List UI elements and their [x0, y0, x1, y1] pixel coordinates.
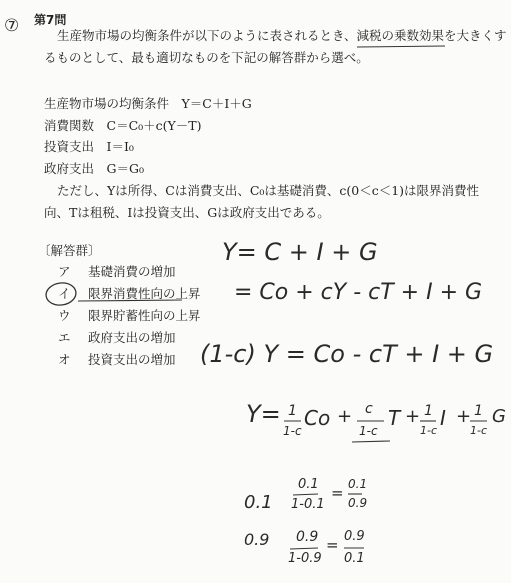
- handwritten-operator: +: [405, 406, 421, 427]
- equation-equilibrium: 生産物市場の均衡条件 Y＝C＋I＋G: [44, 96, 252, 111]
- fraction-denominator: 1-c: [470, 424, 488, 437]
- fraction-denominator: 1-0.9: [288, 551, 322, 566]
- answer-circle: [45, 281, 78, 307]
- choice-underline: [78, 300, 182, 301]
- fraction-denominator: 0.1: [344, 551, 365, 566]
- calc1-label: 0.1: [244, 492, 273, 513]
- handwritten-term: G: [492, 406, 506, 427]
- fraction-numerator: 0.1: [298, 477, 319, 492]
- equation-government: 政府支出 G＝G₀: [44, 161, 144, 176]
- choice-letter: オ: [58, 352, 71, 367]
- handwritten-operator: =: [331, 484, 344, 502]
- choice-text: 政府支出の増加: [88, 330, 176, 345]
- fraction-numerator: 1: [474, 403, 483, 419]
- fraction-denominator: 1-c: [359, 424, 378, 438]
- question-number: 第7問: [34, 13, 67, 27]
- handwritten-operator: +: [337, 406, 353, 427]
- handwritten-equation-2: = Co + cY - cT + I + G: [234, 280, 483, 305]
- fraction-bar: [290, 548, 318, 549]
- equation-investment: 投資支出 I＝I₀: [44, 139, 134, 154]
- fraction-bar: [293, 494, 318, 495]
- choice-letter: ウ: [58, 308, 71, 323]
- note-line2: 向、Tは租税、Iは投資支出、Gは政府支出である。: [44, 205, 330, 220]
- handwritten-operator: +: [456, 406, 472, 427]
- fraction-numerator: 0.1: [348, 477, 368, 491]
- calc2-label: 0.9: [244, 530, 270, 549]
- handwritten-equation-3: (1-c) Y = Co - cT + I + G: [200, 340, 494, 368]
- handwritten-eq4-lhs: Y=: [246, 400, 281, 428]
- choice-letter: イ: [58, 286, 71, 301]
- fraction-numerator: c: [365, 401, 373, 417]
- handwritten-equation-1: Y= C + I + G: [222, 238, 378, 266]
- stem-post: を大きくす: [444, 28, 507, 43]
- choice-text: 限界消費性向の上昇: [88, 286, 201, 301]
- fraction-numerator: 1: [424, 403, 433, 419]
- equation-consumption: 消費関数 C＝C₀＋c(Y－T): [44, 118, 202, 133]
- choice-text: 投資支出の増加: [88, 352, 176, 367]
- choice-letter: エ: [58, 330, 71, 345]
- fraction-denominator: 1-c: [420, 424, 438, 437]
- margin-question-number: ⑦: [4, 16, 20, 36]
- fraction-numerator: 1: [288, 403, 297, 419]
- fraction-numerator: 0.9: [344, 529, 365, 544]
- stem-emphasis-underlined: 減税の乗数効果: [356, 28, 445, 43]
- handwritten-term: I: [440, 406, 446, 430]
- handwritten-operator: =: [326, 536, 339, 554]
- stem-pre: 生産物市場の均衡条件が以下のように表されるとき、: [57, 28, 357, 43]
- choice-text: 基礎消費の増加: [88, 264, 176, 279]
- fraction-denominator: 1-c: [283, 424, 302, 438]
- note-line1: ただし、Yは所得、Cは消費支出、C₀は基礎消費、c(0＜c＜1)は限界消費性: [57, 183, 480, 198]
- handwritten-term: Co: [304, 406, 331, 430]
- answers-header: 〔解答群〕: [38, 243, 101, 258]
- fraction-bar: [352, 441, 390, 442]
- choice-text: 限界貯蓄性向の上昇: [88, 308, 201, 323]
- fraction-numerator: 0.9: [296, 529, 319, 545]
- fraction-denominator: 1-0.1: [291, 497, 325, 512]
- fraction-denominator: 0.9: [348, 496, 368, 510]
- handwritten-term: T: [388, 406, 401, 430]
- choice-letter: ア: [58, 264, 71, 279]
- question-stem-line2: るものとして、最も適切なものを下記の解答群から選べ。: [44, 50, 369, 65]
